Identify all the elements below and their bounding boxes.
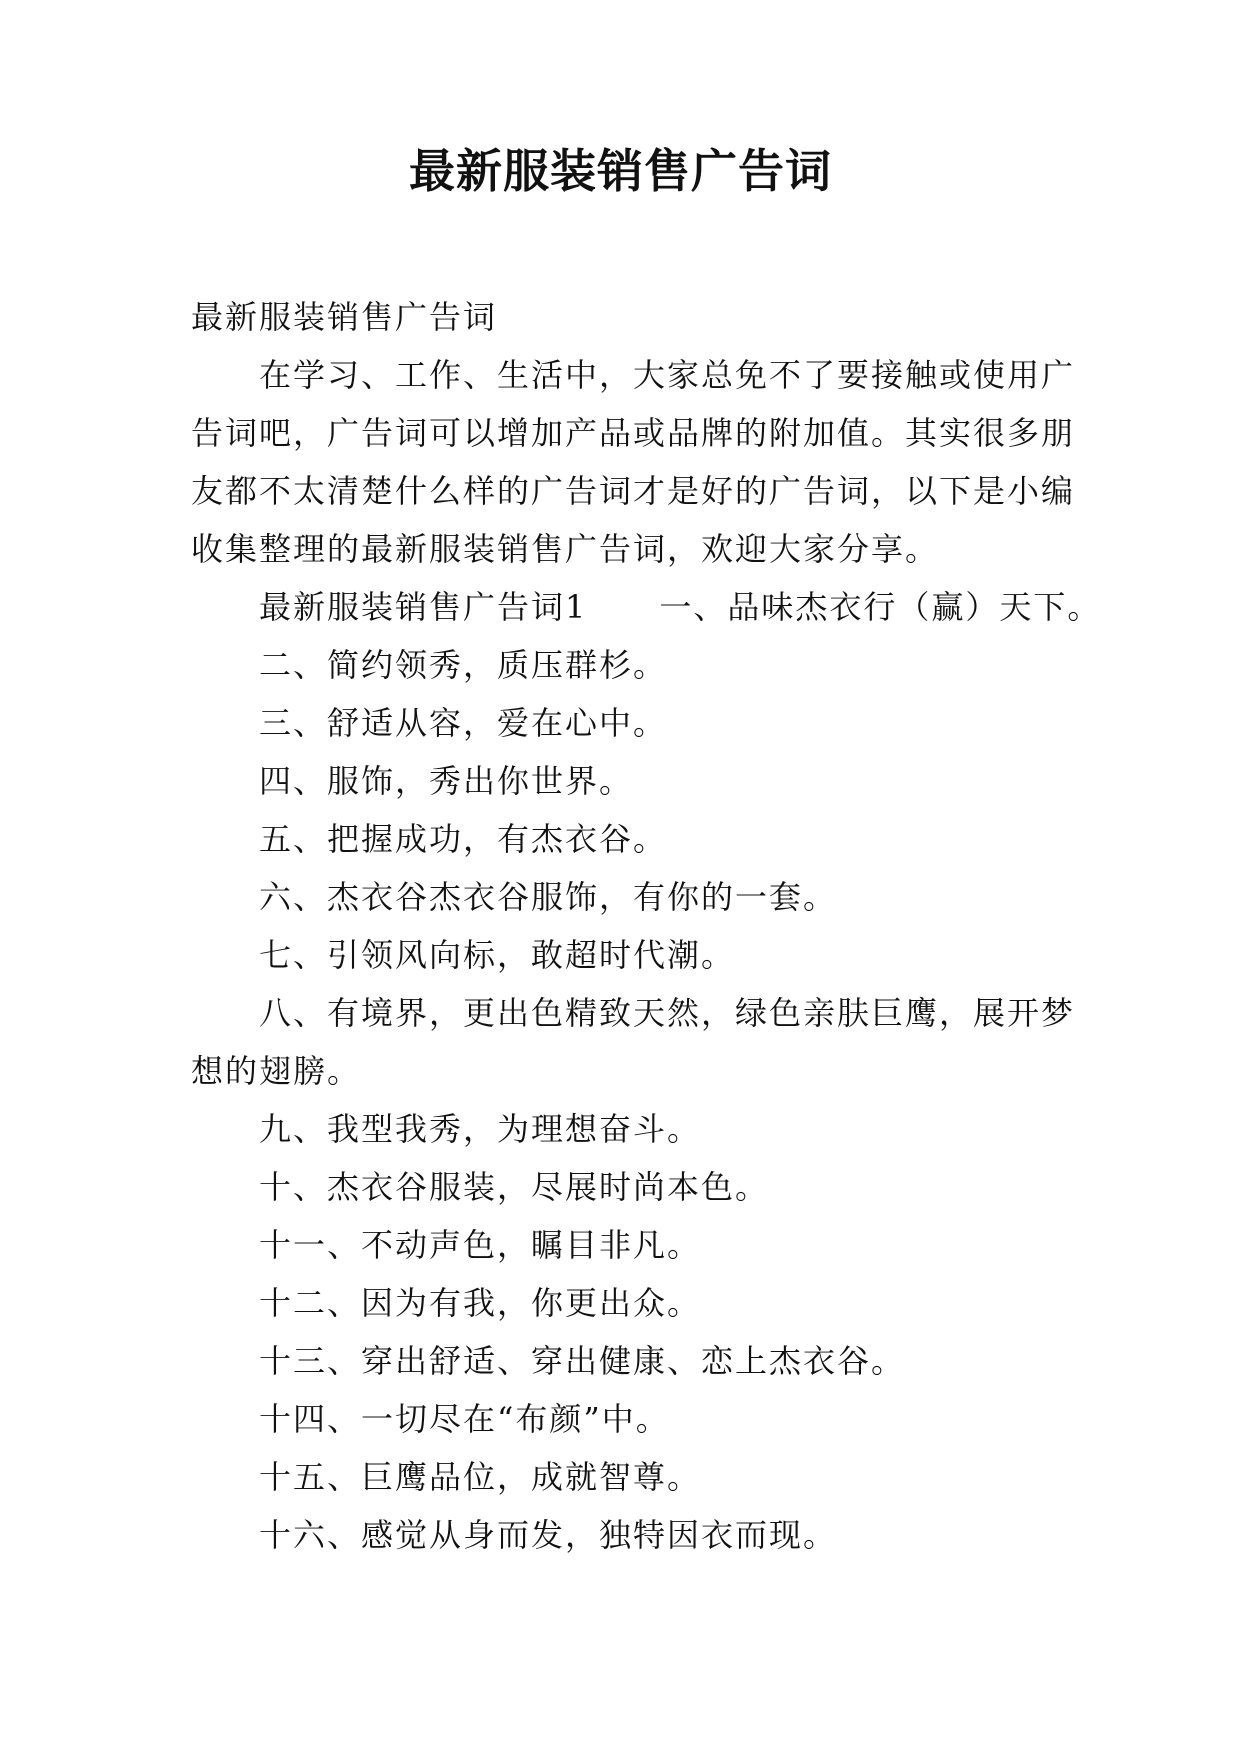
list-item-8-line-1: 八、有境界，更出色精致天然，绿色亲肤巨鹰，展开梦 [259, 994, 1076, 1032]
list-item-8-line-2: 想的翅膀。 [191, 1052, 362, 1090]
list-item-15: 十五、巨鹰品位，成就智尊。 [259, 1458, 702, 1496]
list-item-1: 一、品味杰衣行（赢）天下。 [659, 588, 1102, 626]
intro-line-1: 在学习、工作、生活中，大家总免不了要接触或使用广 [259, 356, 1076, 394]
intro-line-3: 友都不太清楚什么样的广告词才是好的广告词，以下是小编 [191, 472, 1076, 510]
list-item-4: 四、服饰，秀出你世界。 [259, 762, 634, 800]
list-item-16: 十六、感觉从身而发，独特因衣而现。 [259, 1516, 838, 1554]
intro-line-2: 告词吧，广告词可以增加产品或品牌的附加值。其实很多朋 [191, 414, 1076, 452]
list-item-11: 十一、不动声色，瞩目非凡。 [259, 1226, 702, 1264]
list-item-14: 十四、一切尽在“布颜”中。 [259, 1400, 670, 1438]
list-item-6: 六、杰衣谷杰衣谷服饰，有你的一套。 [259, 878, 838, 916]
section-heading: 最新服装销售广告词1 [259, 588, 588, 626]
document-title: 最新服装销售广告词 [409, 144, 832, 198]
document-body [191, 288, 1102, 1564]
list-item-2: 二、简约领秀，质压群杉。 [259, 646, 668, 684]
list-item-3: 三、舒适从容，爱在心中。 [259, 704, 668, 742]
section-line [191, 578, 1102, 636]
list-item-10: 十、杰衣谷服装，尽展时尚本色。 [259, 1168, 770, 1206]
list-item-12: 十二、因为有我，你更出众。 [259, 1284, 702, 1322]
list-item-13: 十三、穿出舒适、穿出健康、恋上杰衣谷。 [259, 1342, 906, 1380]
intro-line-4: 收集整理的最新服装销售广告词，欢迎大家分享。 [191, 530, 940, 568]
body-subtitle: 最新服装销售广告词 [191, 298, 498, 336]
list-item-9: 九、我型我秀，为理想奋斗。 [259, 1110, 702, 1148]
list-item-5: 五、把握成功，有杰衣谷。 [259, 820, 668, 858]
list-item-7: 七、引领风向标，敢超时代潮。 [259, 936, 736, 974]
